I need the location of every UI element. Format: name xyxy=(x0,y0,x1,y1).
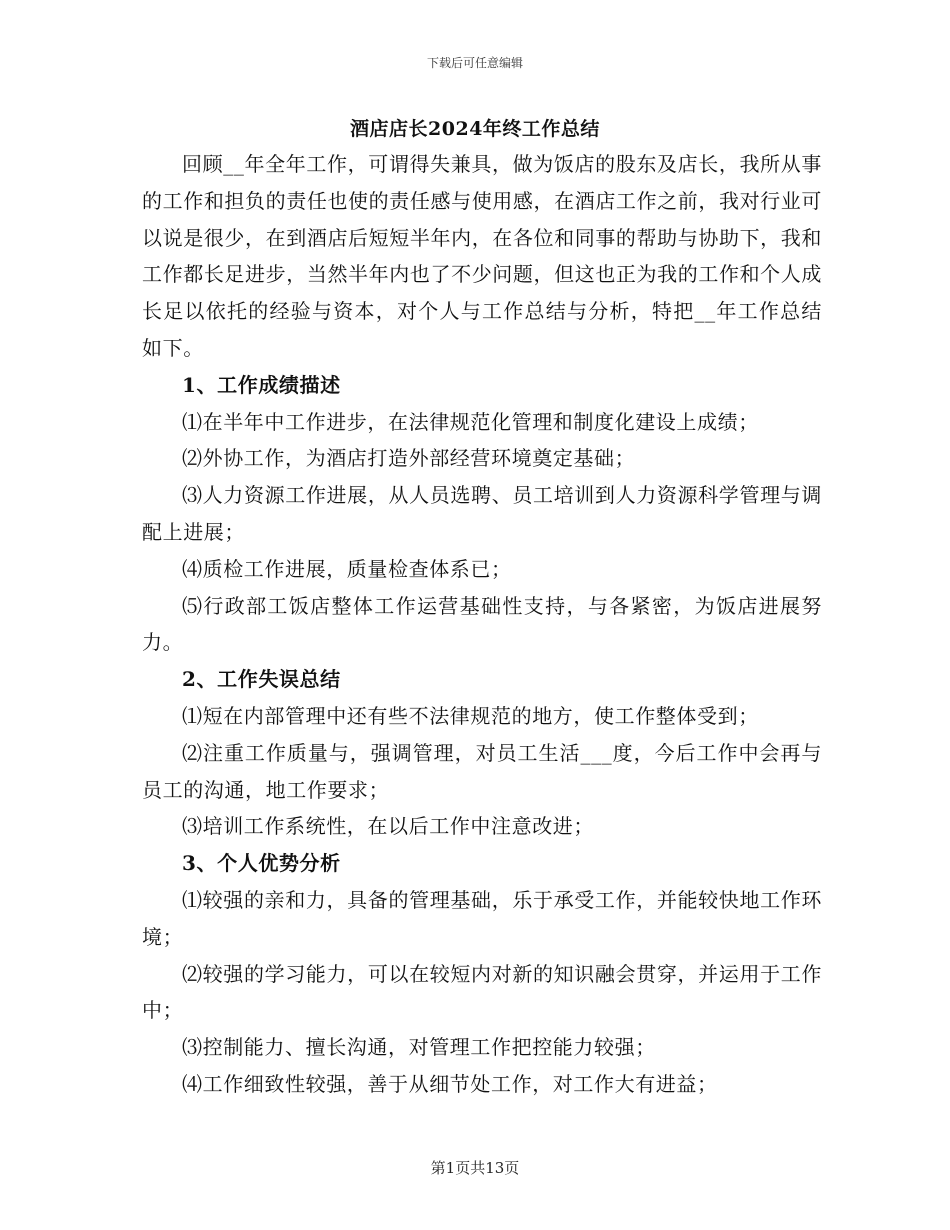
list-item: ⑴短在内部管理中还有些不法律规范的地方，使工作整体受到； xyxy=(182,703,759,728)
page-number: 第1页共13页 xyxy=(430,1159,520,1177)
list-item: ⑶控制能力、擅长沟通，对管理工作把控能力较强； xyxy=(182,1035,656,1060)
document-title: 酒店店长2024年终工作总结 xyxy=(350,118,600,140)
list-item: ⑸行政部工饭店整体工作运营基础性支持，与各紧密，为饭店进展努力。 xyxy=(142,593,822,655)
intro-paragraph: 回顾__年全年工作，可谓得失兼具，做为饭店的股东及店长，我所从事的工作和担负的责任也使的责任感与使用感，在酒店工作之前，我对行业可以说是很少，在到酒店后短短半年内，在各位和同事的帮助与协助下，我和工作都长足进步，当然半年内也了不少问题，但这也正为我的工作和个人成长足以依托的经验与资本，对个人与工作总结与分析，特把__年工作总结如下。 xyxy=(142,152,822,360)
list-item: ⑴在半年中工作进步，在法律规范化管理和制度化建设上成绩； xyxy=(182,409,759,434)
header-note: 下载后可任意编辑 xyxy=(426,56,523,70)
list-item: ⑵外协工作，为酒店打造外部经营环境奠定基础； xyxy=(182,446,636,471)
list-item: ⑶培训工作系统性，在以后工作中注意改进； xyxy=(182,814,594,839)
list-item: ⑷工作细致性较强，善于从细节处工作，对工作大有进益； xyxy=(182,1071,718,1096)
list-item: ⑵注重工作质量与，强调管理，对员工生活___度，今后工作中会再与员工的沟通，地工作要求； xyxy=(142,740,822,802)
list-item: ⑵较强的学习能力，可以在较短内对新的知识融会贯穿，并运用于工作中； xyxy=(142,961,822,1023)
list-item: ⑴较强的亲和力，具备的管理基础，乐于承受工作，并能较快地工作环境； xyxy=(142,887,822,949)
list-item: ⑶人力资源工作进展，从人员选聘、员工培训到人力资源科学管理与调配上进展； xyxy=(142,483,822,544)
section-heading-achievements: 1、工作成绩描述 xyxy=(182,372,341,397)
section-heading-mistakes: 2、工作失误总结 xyxy=(182,667,341,692)
document-body xyxy=(142,146,822,1103)
list-item: ⑷质检工作进展，质量检查体系已； xyxy=(182,556,512,581)
section-heading-strengths: 3、个人优势分析 xyxy=(182,851,341,876)
